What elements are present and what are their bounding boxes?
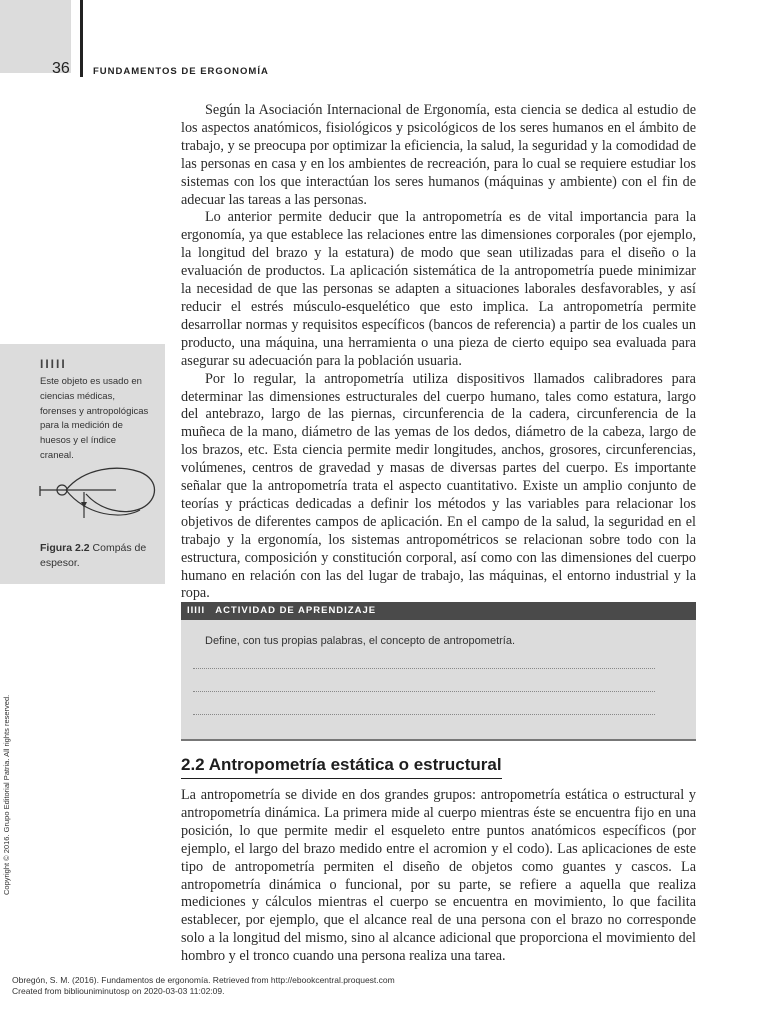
activity-prompt: Define, con tus propias palabras, el concepto de antropometría. (205, 635, 516, 647)
footer-citation: Obregón, S. M. (2016). Fundamentos de ergonomía. Retrieved from http://ebookcentral.proquest.com (12, 975, 395, 985)
paragraph: Según la Asociación Internacional de Ergonomía, esta ciencia se dedica al estudio de los aspectos anatómicos, fisiológicos y psicológicos de los seres humanos en el ámbito de trabajo, y se preocupa por optimizar la eficiencia, la salud, la seguridad y la comodidad de las personas en casa y en los ambientes de recreación, para lo cual se requiere estudiar los sistemas con los que interactúan los seres humanos (máquinas y ambiente) con el fin de adecuar las tareas a las personas. (181, 102, 696, 208)
answer-line[interactable] (193, 691, 655, 692)
paragraph: Por lo regular, la antropometría utiliza dispositivos llamados calibradores para determinar las dimensiones estructurales del cuerpo humano, tales como estatura, largo del antebrazo, largo de las piernas, circunferencia de la cadera, circunferencia de la muñeca de la mano, diámetro de las yemas de los dedos, diámetro de la cabeza, largo de los brazos, etc. Esta ciencia permite medir longitudes, anchos, grosores, circunferencias, volúmenes, centros de gravedad y masas de diversas partes del cuerpo. Es importante señalar que la antropometría trata el aspecto cuantitativo. Existe un amplio conjunto de teorías y prácticas dedicadas a definir los métodos y las variables para relacionar los objetivos de diferentes campos de aplicación. En el campo de la salud, la seguridad en el trabajo y la ergonomía, los sistemas antropométricos se relacionan sobre todo con la estructura, composición y constitución corporal, así como con las dimensiones del cuerpo humano en relación con las del lugar de trabajo, las máquinas, el entorno industrial y la ropa. (181, 370, 696, 602)
body-text (181, 102, 696, 603)
header-rule (80, 0, 83, 77)
paragraph: La antropometría se divide en dos grandes grupos: antropometría estática o estructural y antropometría dinámica. La primera mide al cuerpo mientras éste se encuentra fijo en una posición, lo que permite medir el esqueleto entre puntos anatómicos específicos (por ejemplo, el largo del brazo medido entre el acromion y el codo). Las aplicaciones de este tipo de antropometría permiten el diseño de objetos como guantes y cascos. La antropometría dinámica o funcional, por su parte, se refiere a aquella que realiza mediciones y cálculos mientras el cuerpo se encuentra en movimiento, lo que facilita establecer, por ejemplo, que el alcance real de una persona con el brazo no corresponde solo a la longitud del mismo, sino al alcance adicional que proporciona el movimiento del hombro y el tronco cuando una persona realiza una tarea. (181, 787, 696, 965)
answer-line[interactable] (193, 668, 655, 669)
footer (12, 975, 395, 996)
section-body (181, 787, 696, 966)
activity-title: ACTIVIDAD DE APRENDIZAJE (215, 605, 377, 616)
activity-box (181, 602, 696, 741)
figure-caption (40, 541, 160, 571)
sidebar-caption: Este objeto es usado en ciencias médicas, forenses y antropológicas para la medición de huesos y el índice craneal. (40, 376, 149, 461)
sidebar-bars: IIIII (40, 357, 67, 371)
figure-caption-text: Compás de espesor. (40, 542, 147, 569)
activity-header (181, 602, 696, 620)
section-title: 2.2 Antropometría estática o estructural (181, 755, 502, 779)
copyright-notice: Copyright © 2016. Grupo Editorial Patria. All rights reserved. (2, 694, 11, 895)
footer-created: Created from bibliouniminutosp on 2020-03-03 11:02:09. (12, 985, 225, 996)
page-number: 36 (52, 60, 70, 77)
answer-line[interactable] (193, 714, 655, 715)
figure-label: Figura 2.2 (40, 542, 90, 554)
paragraph: Lo anterior permite deducir que la antropometría es de vital importancia para la ergonomía, ya que establece las relaciones entre las dimensiones corporales (por ejemplo, la longitud del brazo y la estatura) de modo que sean utilizadas para el diseño o la evaluación de productos. La aplicación sistemática de la antropometría puede minimizar la necesidad de que las personas se adapten a situaciones laborales desfavorables, y así reducir el estrés músculo-esquelético que esto implica. La antropometría permite desarrollar normas y requisitos específicos (bancos de referencia) a partir de los cuales un producto, una máquina, una herramienta o una pieza de cierto equipo sea evaluada para asegurar su adecuación para la población usuaria. (181, 209, 696, 369)
activity-bars: IIIII (187, 605, 206, 616)
caliper-figure (36, 462, 162, 528)
running-head: FUNDAMENTOS DE ERGONOMÍA (93, 66, 269, 77)
